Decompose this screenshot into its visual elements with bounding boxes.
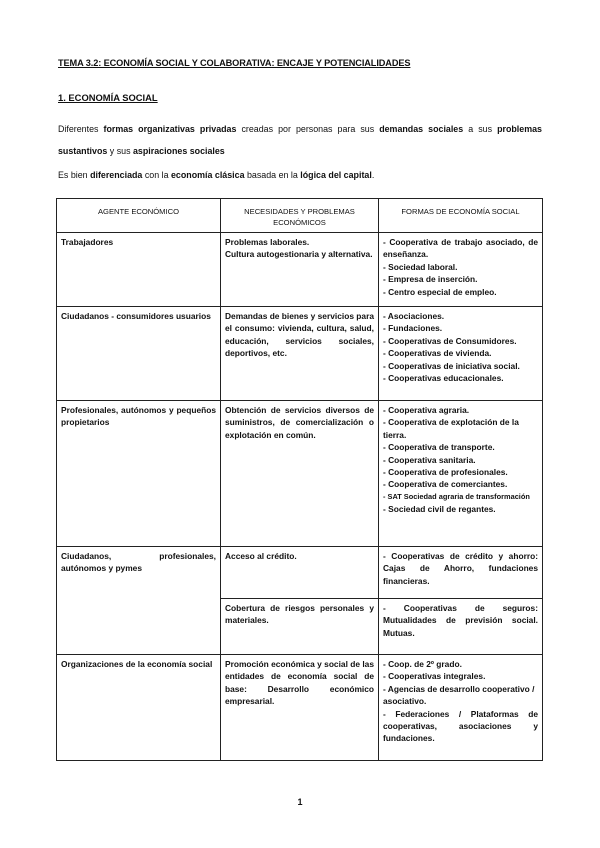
- forms-cell: [379, 655, 543, 761]
- list-item: - Cooperativas educacionales.: [383, 373, 504, 384]
- agent-cell: Profesionales, autónomos y pequeños propietarios: [57, 401, 221, 547]
- forms-cell: [379, 547, 543, 599]
- list-item: - Centro especial de empleo.: [383, 286, 497, 297]
- list-item: - Cooperativa sanitaria.: [383, 454, 476, 465]
- agent-cell: Trabajadores: [57, 233, 221, 307]
- forms-cell: [379, 233, 543, 307]
- table-header-row: [57, 199, 543, 233]
- list-item: - Cooperativa de comerciantes.: [383, 479, 508, 490]
- list-item: - Cooperativa de trabajo asociado, de enseñanza.: [383, 237, 538, 260]
- table-row: [57, 655, 543, 761]
- list-item: - Cooperativas de crédito y ahorro: Cajas de Ahorro, fundaciones financieras.: [383, 551, 538, 586]
- table-row: [57, 401, 543, 547]
- section-title: 1. ECONOMÍA SOCIAL: [58, 92, 158, 103]
- needs-cell: Promoción económica y social de las entidades de economía social de base: Desarrollo económico empresarial.: [221, 655, 379, 761]
- list-item: - Federaciones / Plataformas de cooperativas, asociaciones y fundaciones.: [383, 708, 538, 744]
- page-number: 1: [297, 797, 303, 807]
- list-item: - SAT Sociedad agraria de transformación: [383, 491, 530, 501]
- capital-logic-paragraph: Es bien diferenciada con la economía clásica basada en la lógica del capital.: [58, 170, 375, 180]
- list-item: - Cooperativas integrales.: [383, 671, 486, 682]
- needs-cell: Demandas de bienes y servicios para el consumo: vivienda, cultura, salud, educación, servicios sociales, deportivos, etc.: [221, 307, 379, 401]
- agent-cell: Ciudadanos, profesionales, autónomos y pymes: [57, 547, 221, 655]
- list-item: - Sociedad civil de regantes.: [383, 504, 496, 515]
- list-item: - Cooperativa de explotación de la tierra.: [383, 417, 519, 440]
- header-needs: NECESIDADES Y PROBLEMAS ECONÓMICOS: [221, 199, 379, 233]
- agent-cell: Organizaciones de la economía social: [57, 655, 221, 761]
- table-row: [57, 307, 543, 401]
- list-item: - Empresa de inserción.: [383, 274, 478, 285]
- intro-paragraph: Diferentes formas organizativas privadas creadas por personas para sus demandas sociales a sus problemas sustantivos y sus aspiraciones sociales: [58, 124, 542, 156]
- list-item: - Cooperativas de iniciativa social.: [383, 360, 520, 371]
- list-item: - Coop. de 2º grado.: [383, 659, 462, 669]
- list-item: - Agencias de desarrollo cooperativo / asociativo.: [383, 683, 535, 707]
- needs-cell: Cobertura de riesgos personales y materiales.: [221, 599, 379, 655]
- list-item: - Cooperativa de profesionales.: [383, 467, 508, 478]
- list-item: - Fundaciones.: [383, 323, 443, 334]
- document-title: TEMA 3.2: ECONOMÍA SOCIAL Y COLABORATIVA: ENCAJE Y POTENCIALIDADES: [58, 58, 411, 68]
- list-item: - Cooperativas de seguros: Mutualidades de previsión social. Mutuas.: [383, 603, 538, 638]
- table-row: [57, 547, 543, 599]
- table-row: [57, 233, 543, 307]
- needs-cell: Acceso al crédito.: [221, 547, 379, 599]
- agent-cell: Ciudadanos - consumidores usuarios: [57, 307, 221, 401]
- list-item: - Cooperativas de Consumidores.: [383, 335, 517, 346]
- list-item: - Asociaciones.: [383, 311, 445, 321]
- forms-cell: [379, 401, 543, 547]
- social-economy-table: [56, 198, 543, 761]
- needs-cell: Problemas laborales. Cultura autogestionaria y alternativa.: [221, 233, 379, 307]
- forms-cell: [379, 307, 543, 401]
- list-item: - Cooperativas de vivienda.: [383, 348, 492, 359]
- list-item: - Cooperativa de transporte.: [383, 442, 495, 453]
- needs-cell: Obtención de servicios diversos de suministros, de comercialización o explotación en común.: [221, 401, 379, 547]
- header-forms: FORMAS DE ECONOMÍA SOCIAL: [379, 199, 543, 233]
- list-item: - Cooperativa agraria.: [383, 405, 470, 415]
- list-item: - Sociedad laboral.: [383, 261, 458, 272]
- forms-cell: [379, 599, 543, 655]
- header-agent: AGENTE ECONÓMICO: [57, 199, 221, 233]
